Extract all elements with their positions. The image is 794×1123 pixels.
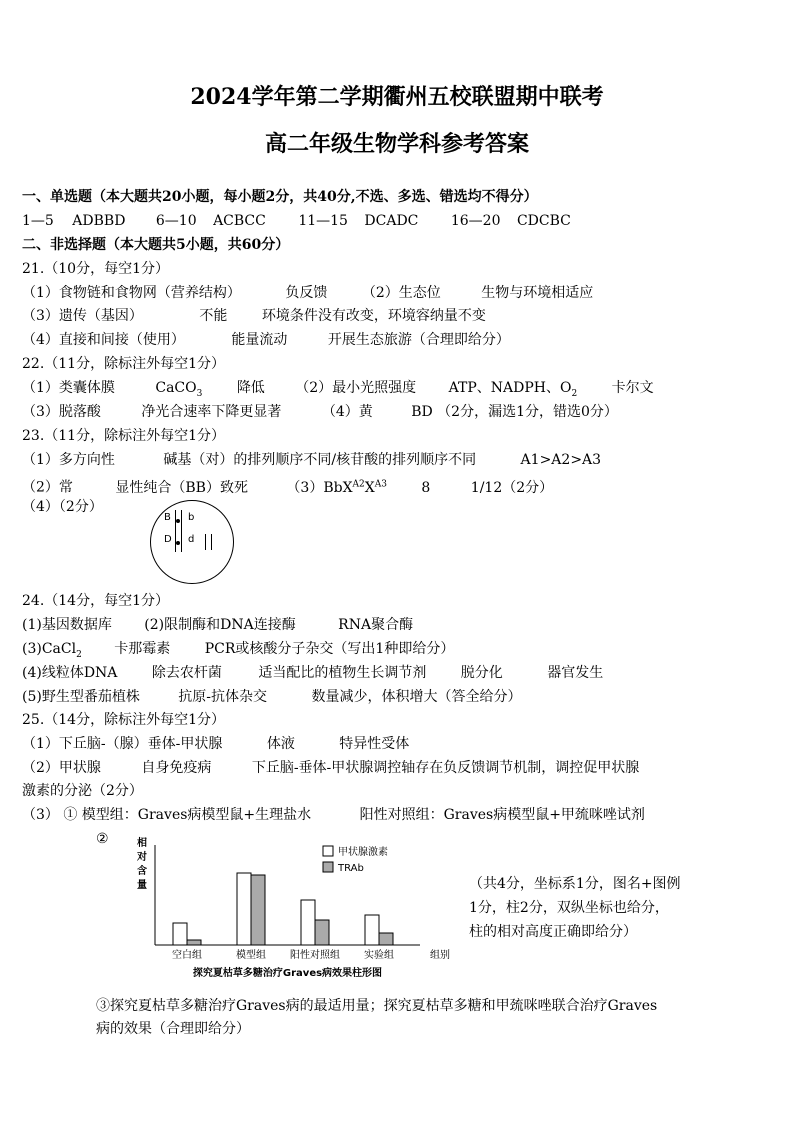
q21-line3 [22,331,510,349]
x-tick-label: 阳性对照组 [290,950,340,961]
q23-b4: 8 [421,479,431,496]
bar-trab [379,933,393,945]
q22-atp [448,380,578,399]
q22-b2: 净光合速率下降更显著 [141,404,282,420]
q24-b2: 卡那霉素 [114,641,171,657]
q22-b3: （4）黄 [321,404,373,420]
q23-genotype [286,480,387,496]
q24-head: 24.（14分，每空1分） [22,593,169,609]
mc-answer-4: CDCBC [516,213,571,229]
q24-b1 [22,641,82,660]
q23-b2: 显性纯合（BB）致死 [115,479,248,496]
chromosome-2 [181,510,182,552]
mc-answers [22,212,571,230]
caco-sub: 3 [196,388,203,399]
q22-head: 22.（11分，除标注外每空1分） [22,356,225,372]
q22-b1: （3）脱落酸 [22,404,101,420]
mc-answer-3: DCADC [364,213,419,229]
bar-trab [187,940,201,945]
bar-chart [125,830,450,982]
q25-c1: （3） ① 模型组：Graves病模型鼠+生理盐水 [22,807,312,823]
q23-line1 [22,451,601,469]
q24-line3 [22,664,603,682]
q21-head: 21.（10分，每空1分） [22,261,169,277]
q23-a2: 碱基（对）的排列顺序不同/核苷酸的排列顺序不同 [163,452,477,468]
q25-line7: 病的效果（合理即给分） [96,1021,250,1037]
mc-answer-2: ACBCC [213,213,266,229]
x-tick-label: 实验组 [364,950,394,961]
x-tick-label: 模型组 [236,950,266,961]
q25-a1: （1）下丘脑-（腺）垂体-甲状腺 [22,736,223,752]
q25-b1: （2）甲状腺 [22,760,101,776]
mc-range-3: 11—15 [298,213,348,229]
chart-note-3: 柱的相对高度正确即给分） [469,924,637,940]
legend-swatch [323,846,333,856]
q24-a1: (1)基因数据库 [22,617,112,633]
bar-trab [251,875,265,945]
chromosome-1 [175,510,176,552]
q25-line1 [22,735,409,753]
mc-answer-1: ADBBD [72,213,126,229]
q22-caco3 [155,380,203,399]
q25-b2: 自身免疫病 [141,760,212,776]
q21-a4: 生物与环境相适应 [481,285,594,301]
cacl-sub: 2 [76,649,82,660]
q23-a3: A1>A2>A3 [520,452,602,468]
q21-b1: （3）遗传（基因） [22,308,143,324]
legend-swatch [323,862,333,872]
bar-thyroid [365,915,379,945]
bar-trab [315,920,329,945]
q24-b3: PCR或核酸分子杂交（写出1种即给分） [204,641,455,657]
x-tick-label: 空白组 [172,950,202,961]
q21-line2 [22,307,486,325]
q24-line1 [22,616,413,634]
q25-head: 25.（14分，除标注外每空1分） [22,712,225,728]
exam-title: 2024学年第二学期衢州五校联盟期中联考 [190,84,604,110]
q25-a2: 体液 [266,736,295,752]
allele-B: B [164,512,171,523]
y-axis-label-char: 含 [137,866,147,877]
q21-c1: （4）直接和间接（使用） [22,332,185,348]
answer-title: 高二年级生物学科参考答案 [264,131,529,157]
section1-header: 一、单选题（本大题共20小题，每小题2分，共40分,不选、多选、错选均不得分） [22,189,538,205]
q25-item2: ② [96,831,109,847]
q24-c5: 器官发生 [547,665,604,681]
section2-header: 二、非选择题（本大题共5小题，共60分） [22,237,290,253]
q23-b1: （2）常 [22,479,73,496]
q22-line2 [22,403,618,421]
q24-c1: (4)线粒体DNA [22,665,118,681]
chart-note-1: （共4分，坐标系1分，图名+图例 [469,876,681,892]
cacl-main: (3)CaCl [22,641,77,657]
o-sub: 2 [571,388,578,399]
q21-c3: 开展生态旅游（合理即给分） [327,332,510,348]
q24-d2: 抗原-抗体杂交 [178,689,268,705]
q24-d3: 数量减少，体积增大（答全给分） [311,689,522,705]
q23-head: 23.（11分，除标注外每空1分） [22,428,225,444]
q24-d1: (5)野生型番茄植株 [22,689,140,705]
q24-c4: 脱分化 [460,665,503,681]
legend-label: TRAb [338,863,364,874]
q22-a1: （1）类囊体膜 [22,380,115,396]
x-main: X [364,479,375,496]
mc-range-2: 6—10 [155,213,197,229]
caco-main: CaCO [155,380,197,396]
allele-b: b [188,512,195,523]
q21-c2: 能量流动 [231,332,288,348]
sup-a2: A2 [352,479,365,489]
q22-a4: （2）最小光照强度 [295,380,417,396]
bar-thyroid [237,873,251,945]
chart-title: 探究夏枯草多糖治疗Graves病效果柱形图 [192,968,383,979]
q22-a3: 降低 [236,380,265,396]
bar-thyroid [301,900,315,945]
centromere-2 [176,541,180,545]
allele-d: d [188,534,195,545]
q25-line6: ③探究夏枯草多糖治疗Graves病的最适用量；探究夏枯草多糖和甲巯咪唑联合治疗Graves [96,998,658,1014]
q25-b3: 下丘脑-垂体-甲状腺调控轴存在负反馈调节机制，调控促甲状腺 [251,760,640,776]
q21-b3: 环境条件没有改变，环境容纳量不变 [261,308,486,324]
q25-c2: 阳性对照组：Graves病模型鼠+甲巯咪唑试剂 [359,807,645,823]
y-axis-label-char: 量 [137,880,147,891]
allele-D: D [164,534,172,545]
bbx-main: （3）BbX [286,479,353,496]
chromosome-3 [205,534,206,550]
chromosome-4 [211,534,212,550]
q25-a3: 特异性受体 [339,736,410,752]
q24-a2: (2)限制酶和DNA连接酶 [144,617,296,633]
q21-a3: （2）生态位 [361,285,441,301]
q23-line2 [22,475,553,497]
mc-range-1: 1—5 [22,213,54,229]
mc-range-4: 16—20 [450,213,501,229]
q25-line3: 激素的分泌（2分） [22,783,143,799]
y-axis-label-char: 对 [137,852,147,863]
q25-line4 [22,806,645,824]
q24-c2: 除去农杆菌 [151,665,222,681]
legend-label: 甲状腺激素 [338,847,388,858]
q25-line2 [22,759,639,777]
q21-b2: 不能 [199,308,228,324]
q23-a1: （1）多方向性 [22,452,115,468]
q22-b4: BD （2分，漏选1分，错选0分） [411,404,618,420]
q23-line3: （4）（2分） [22,499,103,515]
q21-a1: （1）食物链和食物网（营养结构） [22,285,241,301]
sup-a3: A3 [374,479,387,489]
q24-line4 [22,688,521,706]
q24-a3: RNA聚合酶 [338,617,414,633]
q22-a6: 卡尔文 [611,380,654,396]
q21-a2: 负反馈 [285,285,328,301]
q21-line1 [22,284,593,302]
centromere-1 [176,519,180,523]
x-axis-label: 组别 [430,950,450,961]
q24-line2 [22,640,454,664]
chart-note-2: 1分，柱2分，双纵坐标也给分， [469,900,669,916]
q24-c3: 适当配比的植物生长调节剂 [258,665,427,681]
q23-b5: 1/12（2分） [470,479,554,496]
atp-main: ATP、NADPH、O [448,380,572,396]
y-axis-label-char: 相 [137,838,147,849]
q22-line1 [22,379,654,403]
bar-thyroid [173,923,187,945]
